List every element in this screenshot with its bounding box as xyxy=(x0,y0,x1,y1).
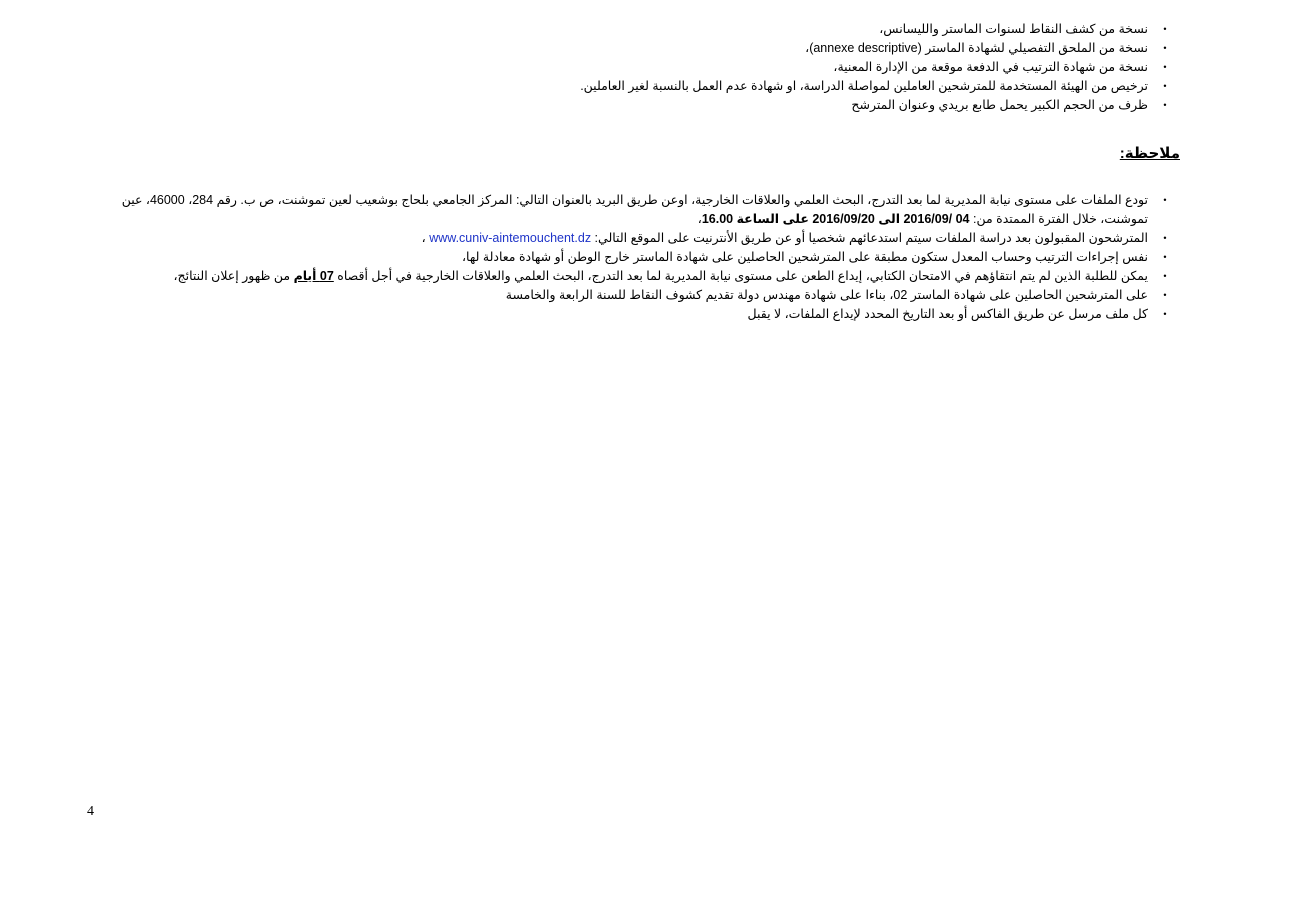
list-item xyxy=(90,248,1167,267)
list-item xyxy=(90,305,1167,324)
list-item xyxy=(90,286,1167,305)
note-appeal-text: يمكن للطلبة الذين لم يتم انتقاؤهم في الامتحان الكتابي، إيداع الطعن على مستوى نيابة المديرية لما بعد التدرج، البحث العلمي والعلاقات الخارجية في أجل أقصاه xyxy=(333,269,1148,283)
bullet-icon: • xyxy=(1163,271,1167,281)
bullet-icon: • xyxy=(1163,290,1167,300)
bullet-icon: • xyxy=(1163,100,1167,110)
note-appeal-end: من ظهور إعلان النتائج، xyxy=(173,269,294,283)
list-item xyxy=(90,39,1167,58)
bullet-icon: • xyxy=(1163,81,1167,91)
note-heading: ملاحظة: xyxy=(1119,145,1180,162)
list-item xyxy=(90,77,1167,96)
bullet-icon: • xyxy=(1163,24,1167,34)
bullet-icon: • xyxy=(1163,233,1167,243)
list-item xyxy=(90,191,1167,229)
list-item-text: نسخة من كشف النقاط لسنوات الماستر والليسانس، xyxy=(879,22,1148,36)
appeal-deadline: 07 أيام xyxy=(293,269,334,283)
note-website-text: المترشحون المقبولون بعد دراسة الملفات سيتم استدعائهم شخصيا أو عن طريق الأنترنيت على الموقع التالي: xyxy=(591,231,1148,245)
bullet-icon: • xyxy=(1163,309,1167,319)
deposit-period: 04 /2016/09 الى 2016/09/20 على الساعة 16.00 xyxy=(701,212,970,226)
list-item xyxy=(90,20,1167,39)
note-website-end: ، xyxy=(421,231,430,245)
list-item xyxy=(90,229,1167,248)
list-item-text: كل ملف مرسل عن طريق الفاكس أو بعد التاريخ المحدد لإيداع الملفات، لا يقبل xyxy=(747,307,1148,321)
list-item xyxy=(90,267,1167,286)
note-deposit-text: تودع الملفات على مستوى نيابة المديرية لما بعد التدرج، البحث العلمي والعلاقات الخارجية، اوعن طريق البريد بالعنوان التالي: المركز الجامعي بلحاج بوشعيب لعين تموشنت، ص ب. رقم 284، 46000، عين تموشنت، خلال الفترة الممتدة من: xyxy=(121,193,1148,226)
requirements-list xyxy=(90,20,1180,115)
list-item xyxy=(90,58,1167,77)
list-item xyxy=(90,96,1167,115)
list-item-text: نسخة من شهادة الترتيب في الدفعة موقعة من الإدارة المعنية، xyxy=(833,60,1148,74)
website-link[interactable]: www.cuniv-aintemouchent.dz xyxy=(429,231,592,245)
notes-list xyxy=(90,191,1180,324)
bullet-icon: • xyxy=(1163,252,1167,262)
list-item-text: نفس إجراءات الترتيب وحساب المعدل ستكون مطبقة على المترشحين الحاصلين على شهادة الماستر خارج الوطن أو شهادة معادلة لها، xyxy=(461,250,1148,264)
document-body xyxy=(90,20,1180,324)
note-deposit-end: ، xyxy=(697,212,702,226)
list-item-text: على المترشحين الحاصلين على شهادة الماستر 02، بناءا على شهادة مهندس دولة تقديم كشوف النقاط للسنة الرابعة والخامسة xyxy=(505,288,1148,302)
list-item-text: نسخة من الملحق التفصيلي لشهادة الماستر (annexe descriptive)، xyxy=(805,41,1148,55)
bullet-icon: • xyxy=(1163,43,1167,53)
list-item-text: ظرف من الحجم الكبير يحمل طابع بريدي وعنوان المترشح xyxy=(851,98,1148,112)
list-item-text: ترخيص من الهيئة المستخدمة للمترشحين العاملين لمواصلة الدراسة، او شهادة عدم العمل بالنسبة لغير العاملين. xyxy=(580,79,1148,93)
bullet-icon: • xyxy=(1163,195,1167,205)
bullet-icon: • xyxy=(1163,62,1167,72)
page-number: 4 xyxy=(87,804,94,819)
